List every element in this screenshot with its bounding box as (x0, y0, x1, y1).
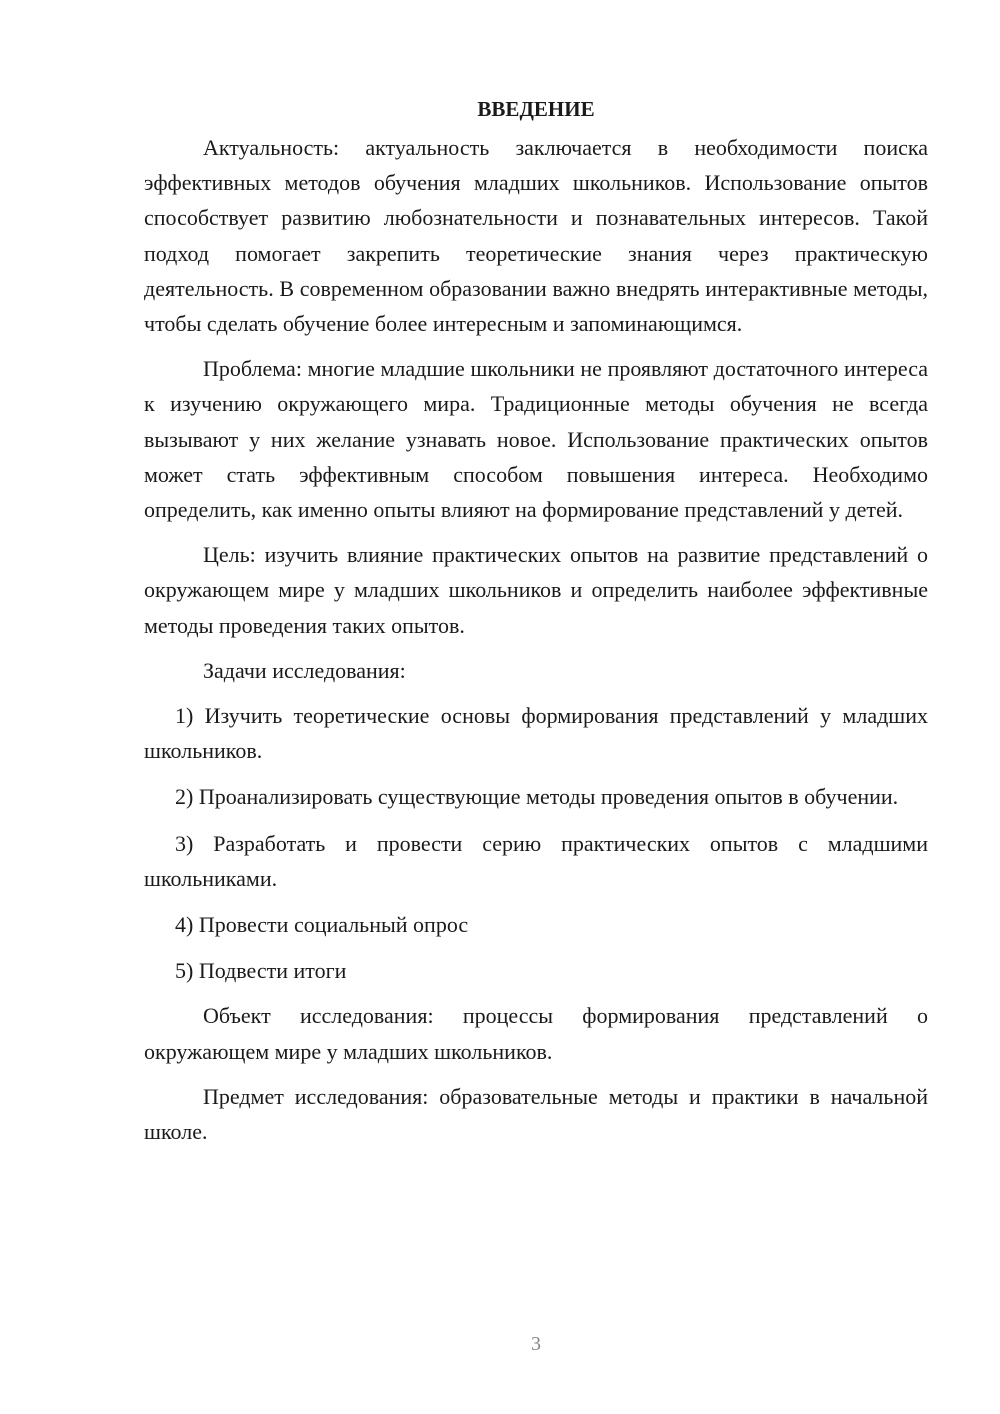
goal-paragraph: Цель: изучить влияние практических опытов на развитие представлений о окружающем мире у младших школьников и определить наиболее эффективные методы проведения таких опытов. (144, 542, 928, 638)
task-item-2: 2) Проанализировать существующие методы проведения опытов в обучении. (175, 784, 899, 810)
problem-paragraph: Проблема: многие младшие школьники не проявляют достаточного интереса к изучению окружающего мира. Традиционные методы обучения не всегда вызывают у них желание узнавать новое. Использование практических опытов может стать эффективным способом повышения интереса. Необходимо определить, как именно опыты влияют на формирование представлений у детей. (144, 356, 928, 523)
object-paragraph: Объект исследования: процессы формирования представлений о окружающем мире у младших школьников. (144, 1003, 928, 1064)
page-title: ВВЕДЕНИЕ (477, 97, 595, 121)
task-item-4: 4) Провести социальный опрос (175, 912, 469, 938)
document-page (144, 92, 928, 1149)
page-number: 3 (531, 1333, 541, 1355)
subject-paragraph: Предмет исследования: образовательные методы и практики в начальной школе. (144, 1083, 928, 1145)
tasks-heading: Задачи исследования: (203, 657, 406, 683)
relevance-paragraph: Актуальность: актуальность заключается в необходимости поиска эффективных методов обучения младших школьников. Использование опытов способствует развитию любознательности и познавательных интересов. Такой подход помогает закрепить теоретические знания через практическую деятельность. В современном образовании важно внедрять интерактивные методы, чтобы сделать обучение более интересным и запоминающимся. (144, 135, 928, 337)
task-item-1: 1) Изучить теоретические основы формирования представлений у младших школьников. (144, 703, 928, 764)
task-item-3: 3) Разработать и провести серию практических опытов с младшими школьниками. (144, 830, 928, 891)
task-item-5: 5) Подвести итоги (175, 958, 347, 984)
